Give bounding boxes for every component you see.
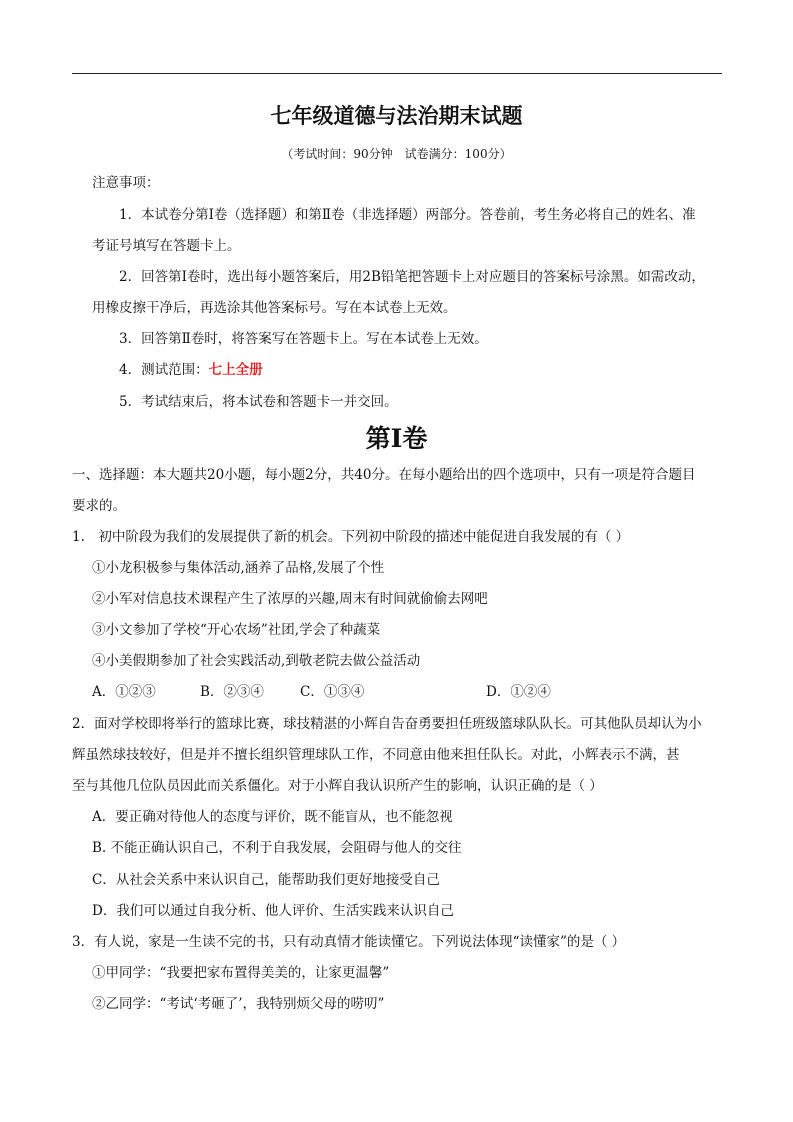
note-2-line-1: 2．回答第Ⅰ卷时，选出每小题答案后，用2B铅笔把答题卡上对应题目的答案标号涂黑。如需改动， bbox=[119, 269, 705, 285]
q2-option-d: D．我们可以通过自我分析、他人评价、生活实践来认识自己 bbox=[92, 903, 454, 919]
q2-option-c: C．从社会关系中来认识自己，能帮助我们更好地接受自己 bbox=[92, 872, 440, 888]
section-intro-line-2: 要求的。 bbox=[72, 498, 126, 514]
note-1-line-1: 1．本试卷分第Ⅰ卷（选择题）和第Ⅱ卷（非选择题）两部分。答卷前，考生务必将自己的姓名、准 bbox=[119, 207, 696, 223]
exam-subtitle: （考试时间：90分钟 试卷满分：100分） bbox=[281, 147, 512, 161]
q1-option-a: A．①②③ bbox=[92, 684, 156, 700]
note-4 bbox=[119, 361, 263, 379]
q1-statement-1: ①小龙积极参与集体活动,涵养了品格,发展了个性 bbox=[92, 560, 385, 576]
section-title: 第Ⅰ卷 bbox=[365, 424, 428, 453]
note-4-prefix: 4．测试范围： bbox=[119, 362, 209, 378]
q1-statement-2: ②小军对信息技术课程产生了浓厚的兴趣,周末有时间就偷偷去网吧 bbox=[92, 591, 488, 607]
q1-option-d: D．①②④ bbox=[486, 684, 551, 700]
q3-statement-1: ①甲同学：“我要把家布置得美美的，让家更温馨” bbox=[92, 965, 390, 981]
note-1-line-2: 考证号填写在答题卡上。 bbox=[92, 238, 241, 254]
q2-option-b: B. 不能正确认识自己，不利于自我发展，会阻碍与他人的交往 bbox=[92, 840, 462, 856]
note-3: 3．回答第Ⅱ卷时，将答案写在答题卡上。写在本试卷上无效。 bbox=[119, 331, 488, 347]
q1-options bbox=[92, 683, 612, 701]
q3-stem: 3．有人说，家是一生读不完的书，只有动真情才能读懂它。下列说法体现“读懂家”的是（ ） bbox=[72, 934, 626, 950]
note-2-line-2: 用橡皮擦干净后，再选涂其他答案标号。写在本试卷上无效。 bbox=[92, 300, 457, 316]
header-rule bbox=[72, 73, 722, 74]
q2-stem-line-3: 至与其他几位队员因此而关系僵化。对于小辉自我认识所产生的影响，认识正确的是（ ） bbox=[72, 778, 603, 794]
q2-stem-line-2: 辉虽然球技较好，但是并不擅长组织管理球队工作，不同意由他来担任队长。对此，小辉表示不满，甚 bbox=[72, 747, 680, 763]
q1-option-b: B．②③④ bbox=[200, 684, 264, 700]
q2-stem-line-1: 2．面对学校即将举行的篮球比赛，球技精湛的小辉自告奋勇要担任班级篮球队队长。可其他队员却认为小 bbox=[72, 716, 702, 732]
q1-statement-3: ③小文参加了学校“开心农场”社团,学会了种蔬菜 bbox=[92, 622, 381, 638]
q1-stem: 1. 初中阶段为我们的发展提供了新的机会。下列初中阶段的描述中能促进自我发展的有（ ） bbox=[72, 529, 630, 545]
note-5: 5．考试结束后，将本试卷和答题卡一并交回。 bbox=[119, 394, 398, 410]
test-range-highlight: 七上全册 bbox=[208, 362, 263, 378]
q1-statement-4: ④小美假期参加了社会实践活动,到敬老院去做公益活动 bbox=[92, 653, 421, 669]
notes-heading: 注意事项： bbox=[92, 175, 160, 191]
section-intro-line-1: 一、选择题：本大题共20小题，每小题2分，共40分。在每小题给出的四个选项中，只有一项是符合题目 bbox=[72, 467, 696, 483]
exam-title: 七年级道德与法治期末试题 bbox=[270, 103, 523, 128]
q1-option-c: C．①③④ bbox=[300, 684, 365, 700]
q2-option-a: A．要正确对待他人的态度与评价，既不能盲从，也不能忽视 bbox=[92, 809, 453, 825]
q3-statement-2: ②乙同学：“考试‘考砸了’，我特别烦父母的唠叨” bbox=[92, 996, 385, 1012]
